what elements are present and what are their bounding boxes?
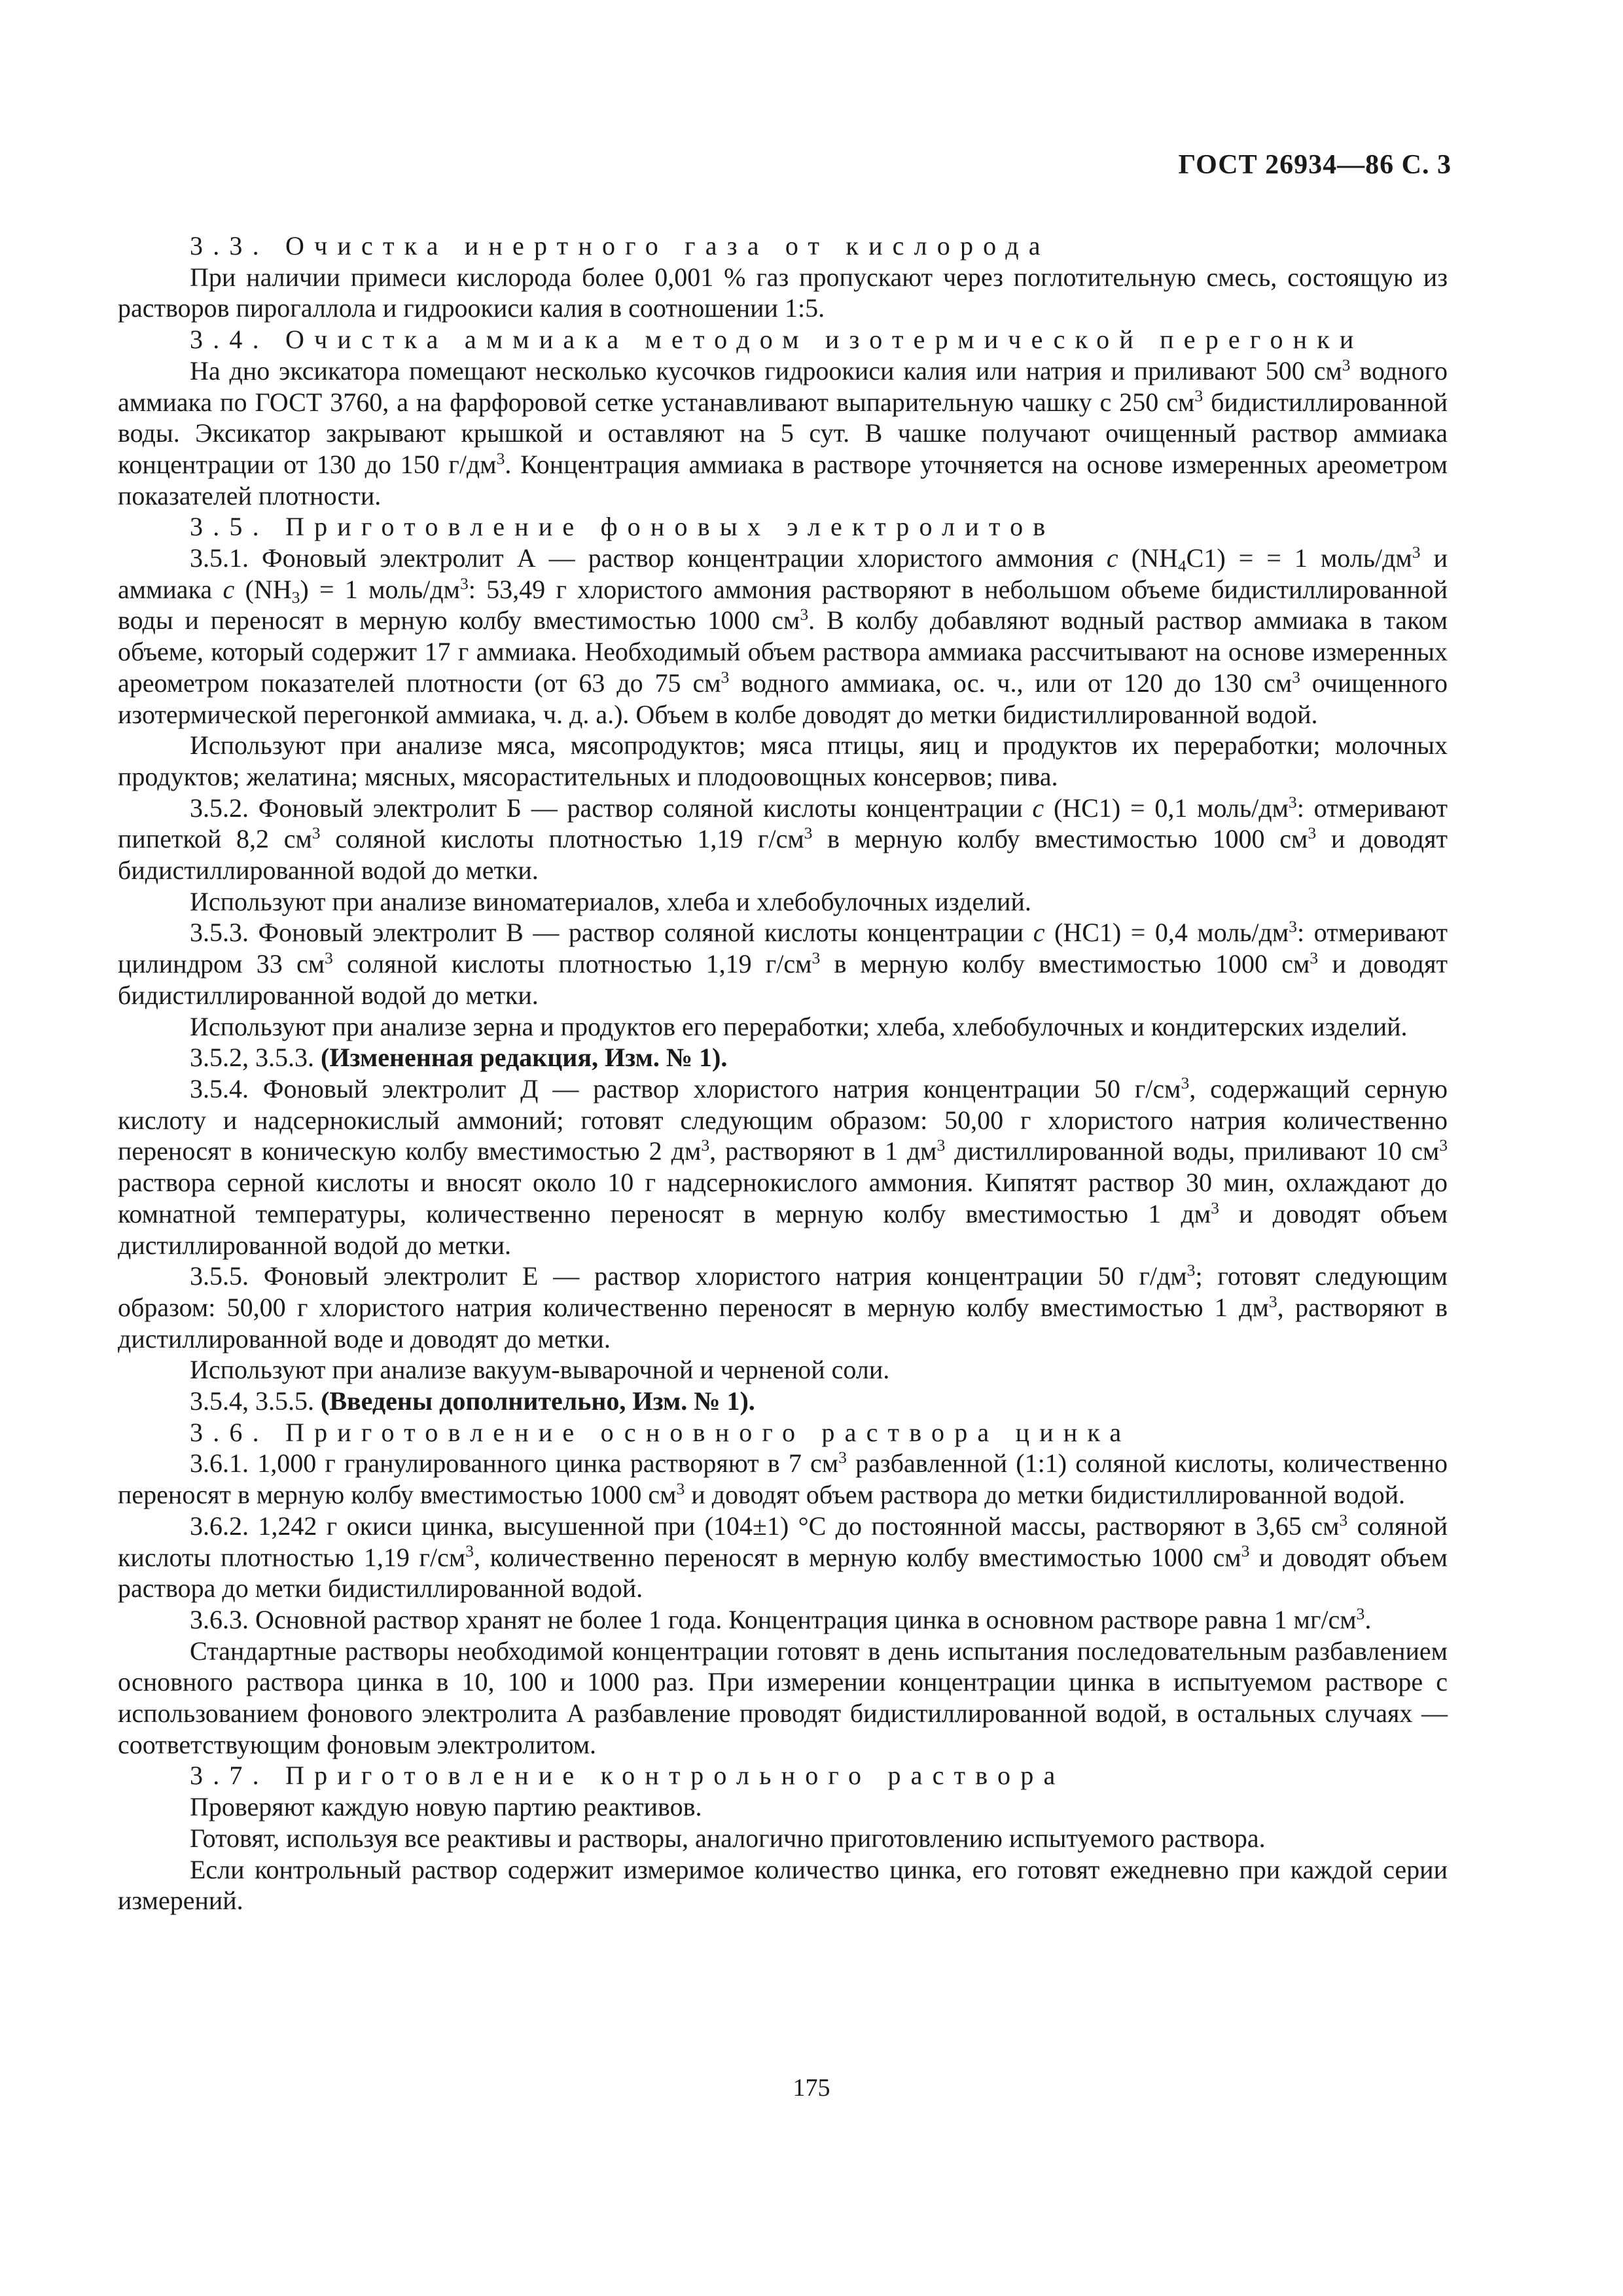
paragraph-p20 — [118, 1604, 1448, 1636]
subscript: 3 — [291, 587, 300, 607]
text-run: 3.5.2. Фоновый электролит Б — раствор соляной кислоты концентрации — [190, 793, 1033, 823]
text-run: 3.3. Очистка инертного газа от кислорода — [190, 231, 1050, 260]
text-run: соляной кислоты плотностью 1,19 г/см — [332, 949, 812, 979]
text-run: ; готовят следующим образом: 50,00 г хлористого натрия количественно переносят в мерную колбу вместимостью 1 дм — [118, 1261, 1448, 1322]
text-run: Готовят, используя все реактивы и растворы, аналогично приготовлению испытуемого раствора. — [190, 1823, 1266, 1853]
text-run: Проверяют каждую новую партию реактивов. — [190, 1792, 702, 1822]
paragraph-p08 — [118, 793, 1448, 886]
text-run: 3.5.1. Фоновый электролит А — раствор концентрации хлористого аммония — [190, 543, 1107, 573]
text-run: : 53,49 г хлористого аммония растворяют в небольшом объеме бидистиллированной воды и переносят в мерную колбу вместимостью 1000 см — [118, 574, 1448, 636]
text-run: Используют при анализе вакуум-выварочной и черненой соли. — [190, 1355, 890, 1385]
text-run: При наличии примеси кислорода более 0,001 % газ пропускают через поглотительную смесь, состоящую из растворов пирогаллола и гидроокиси калия в соотношении 1:5. — [118, 262, 1448, 323]
superscript: 3 — [325, 948, 333, 968]
text-run: : отмеривают цилиндром 33 см — [118, 918, 1448, 979]
superscript: 3 — [1181, 1073, 1190, 1092]
paragraph-p02 — [118, 262, 1448, 324]
text-run: соляной кислоты плотностью 1,19 г/см — [320, 824, 804, 854]
text-run: и доводят объем раствора до метки бидистиллированной водой. — [685, 1480, 1405, 1510]
superscript: 3 — [1412, 542, 1421, 562]
text-run: Используют при анализе зерна и продуктов его переработки; хлеба, хлебобулочных и кондитерских изделий. — [190, 1011, 1408, 1041]
paragraph-p10 — [118, 917, 1448, 1011]
superscript: 3 — [721, 667, 730, 687]
text-run: разбавленной (1:1) соляной кислоты, количественно переносят в мерную колбу вместимостью 1000 см — [118, 1448, 1448, 1510]
text-run: и доводят объем дистиллированной водой до метки. — [118, 1198, 1448, 1260]
text-run: 3.6.2. 1,242 г окиси цинка, высушенной при (104±1) °С до постоянной массы, растворяют в 3,65 см — [190, 1511, 1340, 1541]
paragraph-p14 — [118, 1261, 1448, 1354]
superscript: 3 — [1356, 1604, 1365, 1623]
paragraph-p18 — [118, 1448, 1448, 1510]
bold-note: (Введены дополнительно, Изм. № 1). — [321, 1386, 755, 1416]
text-run: раствора серной кислоты и вносят около 10 г надсернокислого аммония. Кипятят раствор 30 мин, охлаждают до комнатной температуры, количественно переносят в мерную колбу вместимостью 1 дм — [118, 1168, 1448, 1229]
text-run: соляной кислоты плотностью 1,19 г/см — [118, 1511, 1448, 1572]
text-run: дистиллированной воды, приливают 10 см — [945, 1136, 1440, 1166]
text-run: Используют при анализе мяса, мясопродуктов; мяса птицы, яиц и продуктов их переработки; молочных продуктов; желатина; мясных, мясорастительных и плодоовощных консервов; пива. — [118, 730, 1448, 791]
section-heading-p01 — [118, 230, 1448, 262]
superscript: 3 — [1268, 1291, 1277, 1311]
superscript: 3 — [1194, 386, 1204, 406]
paragraph-p24 — [118, 1823, 1448, 1854]
document-header: ГОСТ 26934—86 С. 3 — [1178, 150, 1452, 180]
section-heading-p22 — [118, 1760, 1448, 1791]
superscript: 3 — [459, 573, 469, 593]
text-run: 3.5.2, 3.5.3. — [190, 1043, 321, 1073]
text-run: . — [1364, 1604, 1372, 1634]
text-run: , количественно переносят в мерную колбу вместимостью 1000 см — [473, 1542, 1241, 1572]
superscript: 3 — [1288, 792, 1297, 812]
paragraph-p23 — [118, 1791, 1448, 1823]
text-run: и доводят бидистиллированной водой до метки. — [118, 949, 1448, 1010]
text-run: На дно эксикатора помещают несколько кусочков гидроокиси калия или натрия и приливают 500 см — [190, 355, 1342, 386]
text-run: , содержащий серную кислоту и надсернокислый аммоний; готовят следующим образом: 50,00 г хлористого натрия количественно переносят в коническую колбу вместимостью 2 дм — [118, 1073, 1448, 1166]
superscript: 3 — [1211, 1198, 1219, 1217]
superscript: 3 — [676, 1479, 685, 1499]
paragraph-p13 — [118, 1073, 1448, 1261]
superscript: 3 — [496, 448, 505, 468]
text-run: (NH — [234, 574, 292, 604]
text-run: 3.5.3. Фоновый электролит В — раствор соляной кислоты концентрации — [190, 918, 1033, 948]
paragraph-p11 — [118, 1011, 1448, 1043]
text-run: ) = 1 моль/дм — [300, 574, 460, 604]
bold-note: (Измененная редакция, Изм. № 1). — [321, 1043, 728, 1073]
superscript: 3 — [936, 1136, 946, 1155]
paragraph-p09 — [118, 886, 1448, 918]
text-run: 3.5.4, 3.5.5. — [190, 1386, 321, 1416]
text-run: Если контрольный раствор содержит измеримое количество цинка, его готовят ежедневно при каждой серии измерений. — [118, 1854, 1448, 1916]
text-run: 3.5. Приготовление фоновых электролитов — [190, 512, 1056, 542]
superscript: 3 — [465, 1541, 474, 1561]
italic-variable: c — [1033, 918, 1045, 948]
paragraph-p12 — [118, 1042, 1448, 1073]
italic-variable: c — [1106, 543, 1118, 573]
text-run: , растворяют в 1 дм — [709, 1136, 937, 1166]
text-run: водного аммиака, ос. ч., или от 120 до 130 см — [729, 668, 1293, 698]
paragraph-p04 — [118, 355, 1448, 512]
superscript: 3 — [1342, 355, 1351, 374]
paragraph-p07 — [118, 730, 1448, 792]
text-run: бидистиллированной воды. Эксикатор закрывают крышкой и оставляют на 5 сут. В чашке получают очищенный раствор аммиака концентрации от 130 до 150 г/дм — [118, 387, 1448, 479]
text-run: (HC1) = 0,1 моль/дм — [1044, 793, 1289, 823]
text-run: 3.6.3. Основной раствор хранят не более 1 года. Концентрация цинка в основном растворе равна 1 мг/см — [190, 1604, 1357, 1634]
superscript: 3 — [1439, 1136, 1448, 1155]
superscript: 3 — [1308, 823, 1317, 843]
text-run: . Концентрация аммиака в растворе уточняется на основе измеренных ареометром показателей плотности. — [118, 449, 1448, 511]
text-run: 3.6.1. 1,000 г гранулированного цинка растворяют в 7 см — [190, 1448, 839, 1479]
section-heading-p03 — [118, 324, 1448, 355]
italic-variable: c — [1032, 793, 1044, 823]
text-run: и доводят объем раствора до метки бидистиллированной водой. — [118, 1542, 1448, 1604]
text-run: и аммиака — [118, 543, 1448, 604]
text-run: водного аммиака по ГОСТ 3760, а на фарфоровой сетке устанавливают выпарительную чашку с 250 см — [118, 355, 1448, 417]
text-run: (HC1) = 0,4 моль/дм — [1044, 918, 1289, 948]
superscript: 3 — [701, 1136, 710, 1155]
text-run: . В колбу добавляют водный раствор аммиака в таком объеме, который содержит 17 г аммиака. Необходимый объем раствора аммиака рассчитывают на основе измеренных ареометром показателей плотности (от 63 до 75 см — [118, 605, 1448, 698]
paragraph-p16 — [118, 1386, 1448, 1417]
text-run: , растворяют в дистиллированной воде и доводят до метки. — [118, 1292, 1448, 1354]
paragraph-p21 — [118, 1636, 1448, 1761]
superscript: 3 — [838, 1448, 847, 1467]
text-run: в мерную колбу вместимостью 1000 см — [820, 949, 1310, 979]
paragraph-p19 — [118, 1511, 1448, 1604]
text-run: 3.4. Очистка аммиака методом изотермической перегонки — [190, 325, 1364, 355]
text-run: 3.5.4. Фоновый электролит Д — раствор хлористого натрия концентрации 50 г/см — [190, 1073, 1181, 1103]
superscript: 3 — [812, 948, 821, 968]
superscript: 3 — [1310, 948, 1319, 968]
text-run: очищенного изотермической перегонкой аммиака, ч. д. а.). Объем в колбе доводят до метки бидистиллированной водой. — [118, 668, 1448, 729]
italic-variable: c — [223, 574, 235, 604]
text-run: 3.5.5. Фоновый электролит Е — раствор хлористого натрия концентрации 50 г/дм — [190, 1261, 1187, 1291]
subscript: 4 — [1177, 556, 1186, 576]
document-body — [118, 230, 1448, 1916]
superscript: 3 — [1292, 667, 1300, 687]
paragraph-p15 — [118, 1354, 1448, 1386]
superscript: 3 — [312, 823, 321, 843]
paragraph-p25 — [118, 1854, 1448, 1916]
text-run: Используют при анализе виноматериалов, хлеба и хлебобулочных изделий. — [190, 886, 1031, 916]
text-run: и доводят бидистиллированной водой до метки. — [118, 824, 1448, 886]
superscript: 3 — [804, 823, 813, 843]
superscript: 3 — [1339, 1510, 1348, 1530]
superscript: 3 — [1289, 917, 1297, 937]
section-heading-p05 — [118, 511, 1448, 543]
text-run: C1) = = 1 моль/дм — [1186, 543, 1412, 573]
superscript: 3 — [1241, 1541, 1250, 1561]
text-run: 3.6. Приготовление основного раствора цинка — [190, 1417, 1132, 1447]
paragraph-p06 — [118, 543, 1448, 730]
text-run: (NH — [1118, 543, 1178, 573]
text-run: 3.7. Приготовление контрольного раствора — [190, 1761, 1065, 1791]
superscript: 3 — [1186, 1261, 1196, 1280]
superscript: 3 — [800, 605, 809, 624]
section-heading-p17 — [118, 1417, 1448, 1448]
page-number: 175 — [793, 2074, 830, 2102]
text-run: : отмеривают пипеткой 8,2 см — [118, 793, 1448, 854]
text-run: в мерную колбу вместимостью 1000 см — [812, 824, 1308, 854]
text-run: Стандартные растворы необходимой концентрации готовят в день испытания последовательным разбавлением основного раствора цинка в 10, 100 и 1000 раз. При измерении концентрации цинка в испытуемом растворе с использованием фонового электролита А разбавление проводят бидистиллированной водой, в остальных случаях — соответствующим фоновым электролитом. — [118, 1636, 1448, 1759]
